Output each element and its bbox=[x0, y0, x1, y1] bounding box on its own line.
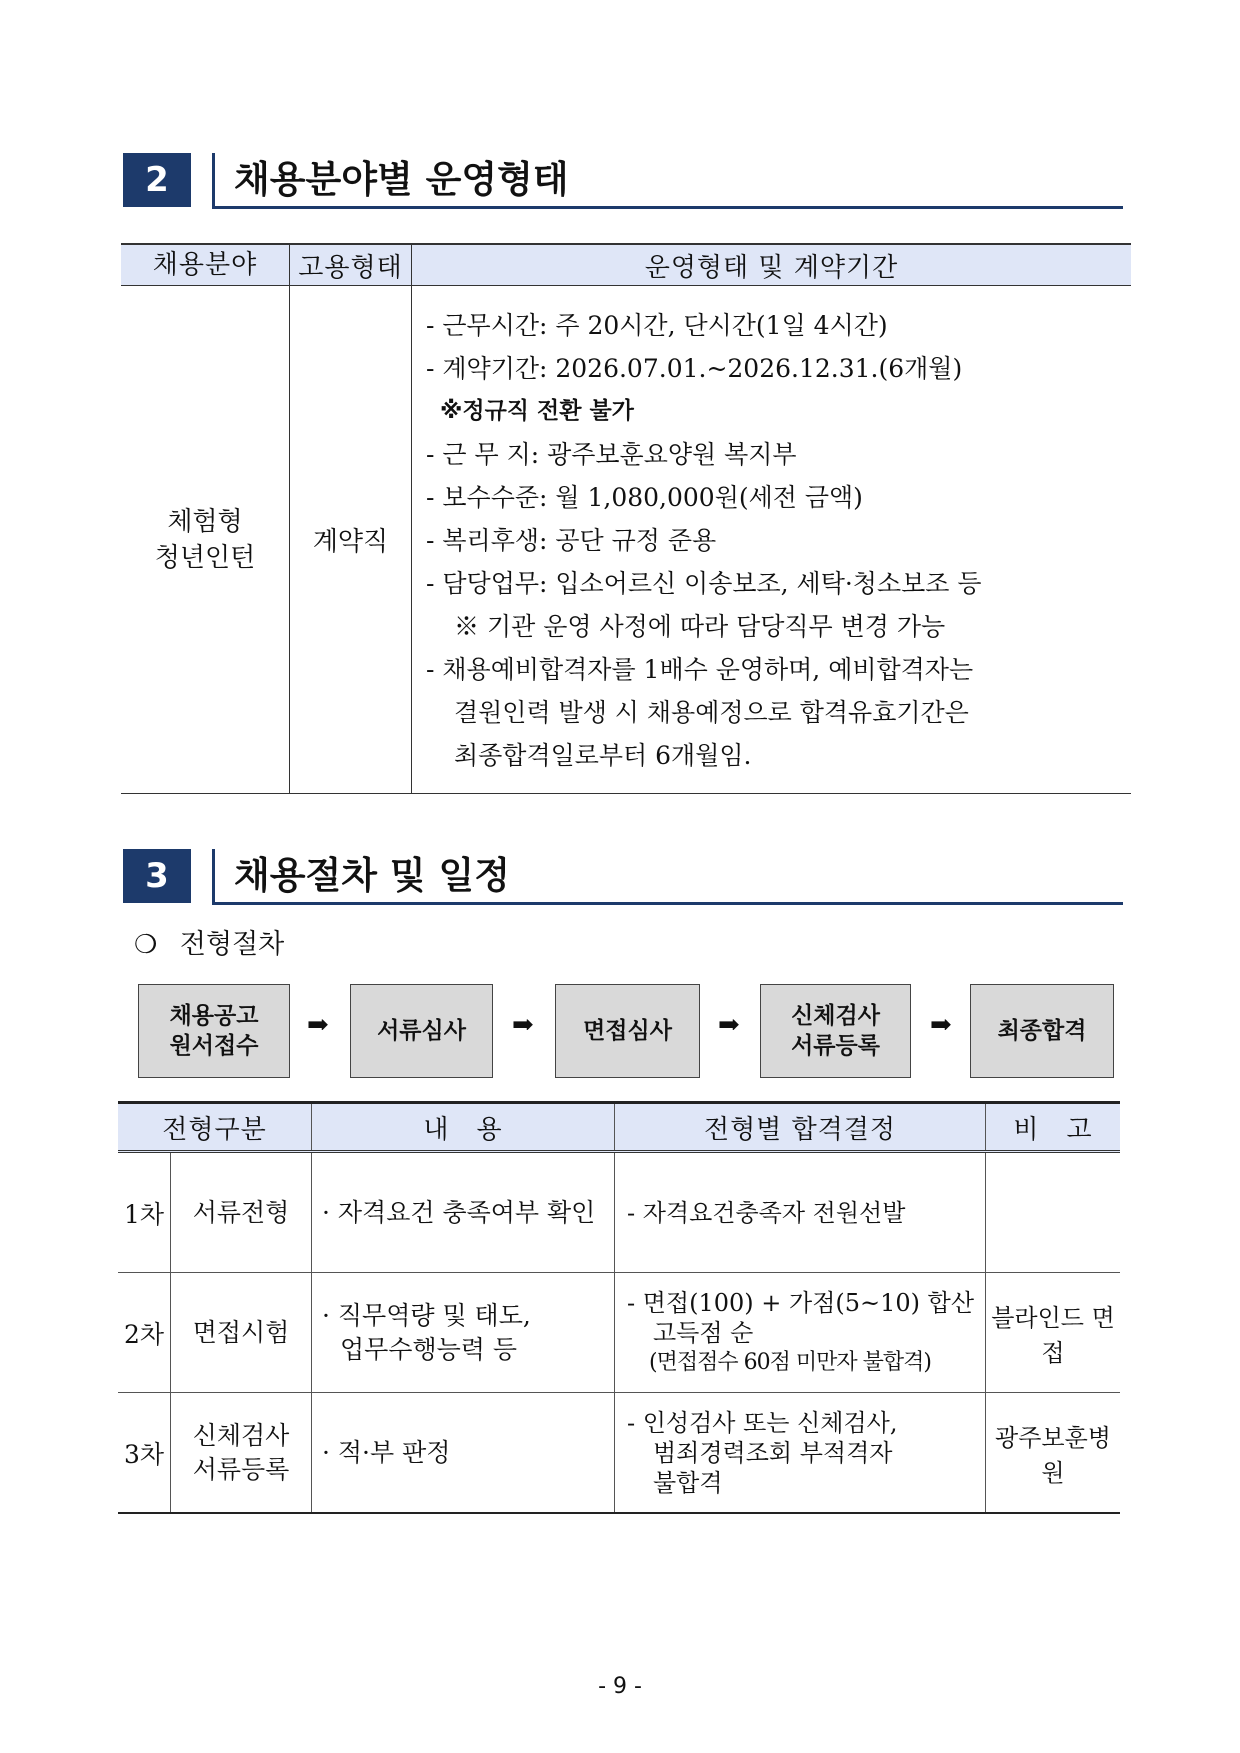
step-cell: 2차 bbox=[118, 1273, 171, 1393]
flow-step-label: 서류등록 bbox=[791, 1033, 880, 1059]
remark-cell: 블라인드 면접 bbox=[986, 1273, 1121, 1393]
remark-cell: 광주보훈병원 bbox=[986, 1393, 1121, 1514]
flow-step-label: 최종합격 bbox=[997, 1018, 1087, 1044]
flow-step-label: 서류심사 bbox=[377, 1018, 466, 1044]
decision-cell bbox=[615, 1152, 986, 1273]
field-line: 청년인턴 bbox=[154, 542, 256, 573]
detail-line: - 근 무 지: 광주보훈요양원 복지부 bbox=[426, 440, 797, 469]
right-arrow-icon: ➡ bbox=[718, 1010, 740, 1040]
stage-line: 면접시험 bbox=[192, 1317, 290, 1347]
section-title: 채용분야별 운영형태 bbox=[234, 158, 569, 201]
section-underline bbox=[212, 206, 1123, 209]
subheading-text: 전형절차 bbox=[179, 929, 285, 960]
details-cell bbox=[412, 286, 1132, 794]
detail-line: - 담당업무: 입소어르신 이송보조, 세탁·청소보조 등 bbox=[426, 569, 982, 598]
decision-line: 불합격 bbox=[653, 1468, 723, 1497]
table-row bbox=[118, 1393, 1120, 1514]
employment-type-table bbox=[121, 243, 1131, 794]
header-decision: 전형별 합격결정 bbox=[615, 1103, 986, 1152]
detail-line: - 근무시간: 주 20시간, 단시간(1일 4시간) bbox=[426, 311, 888, 340]
detail-line: - 복리후생: 공단 규정 준용 bbox=[426, 526, 717, 555]
stage-line: 신체검사 bbox=[192, 1420, 290, 1450]
section-number-badge: 3 bbox=[123, 849, 191, 903]
right-arrow-icon: ➡ bbox=[307, 1010, 329, 1040]
content-line: · 직무역량 및 태도, bbox=[322, 1300, 531, 1330]
table-row bbox=[118, 1152, 1120, 1273]
flow-step-document-review bbox=[350, 984, 493, 1078]
employment-type-cell: 계약직 bbox=[290, 286, 412, 794]
remark-cell bbox=[986, 1152, 1121, 1273]
detail-line: - 채용예비합격자를 1배수 운영하며, 예비합격자는 bbox=[426, 655, 974, 684]
header-operation-contract: 운영형태 및 계약기간 bbox=[412, 244, 1132, 286]
section-divider bbox=[212, 153, 215, 207]
detail-line: - 보수수준: 월 1,080,000원(세전 금액) bbox=[426, 483, 863, 512]
decision-line: (면접점수 60점 미만자 불합격) bbox=[649, 1349, 931, 1375]
decision-line: - 인성검사 또는 신체검사, bbox=[627, 1408, 898, 1437]
detail-note: ※정규직 전환 불가 bbox=[440, 398, 634, 424]
flow-step-label: 원서접수 bbox=[169, 1033, 259, 1059]
step-cell: 3차 bbox=[118, 1393, 171, 1514]
decision-cell bbox=[615, 1393, 986, 1514]
content-cell bbox=[312, 1152, 615, 1273]
right-arrow-icon: ➡ bbox=[512, 1010, 534, 1040]
page-number: - 9 - bbox=[598, 1674, 642, 1699]
table-row bbox=[118, 1273, 1120, 1393]
content-line: · 자격요건 충족여부 확인 bbox=[322, 1197, 596, 1227]
header-field: 채용분야 bbox=[121, 244, 290, 286]
decision-line: - 면접(100) + 가점(5~10) 합산 bbox=[627, 1288, 975, 1317]
right-arrow-icon: ➡ bbox=[930, 1010, 952, 1040]
section-title: 채용절차 및 일정 bbox=[234, 854, 510, 897]
header-content: 내 용 bbox=[312, 1103, 615, 1152]
flow-step-label: 면접심사 bbox=[583, 1018, 672, 1044]
stage-line: 서류전형 bbox=[192, 1197, 290, 1227]
subheading bbox=[134, 922, 284, 961]
content-line: 업무수행능력 등 bbox=[340, 1334, 517, 1364]
stage-cell bbox=[171, 1273, 312, 1393]
stage-cell bbox=[171, 1152, 312, 1273]
flow-step-label: 신체검사 bbox=[791, 1003, 880, 1029]
flow-step-interview bbox=[555, 984, 700, 1078]
content-line: · 적·부 판정 bbox=[322, 1437, 451, 1467]
stage-line: 서류등록 bbox=[192, 1454, 290, 1484]
field-cell bbox=[121, 286, 290, 794]
decision-line: - 자격요건충족자 전원선발 bbox=[627, 1198, 906, 1227]
header-stage: 전형구분 bbox=[118, 1103, 312, 1152]
flow-step-physical-exam bbox=[760, 984, 911, 1078]
section-underline bbox=[212, 902, 1123, 905]
header-employment-type: 고용형태 bbox=[290, 244, 412, 286]
flow-step-final bbox=[970, 984, 1114, 1078]
flow-step-announcement bbox=[138, 984, 290, 1078]
decision-cell bbox=[615, 1273, 986, 1393]
stage-cell bbox=[171, 1393, 312, 1514]
decision-line: 고득점 순 bbox=[653, 1318, 754, 1347]
detail-line: 최종합격일로부터 6개월임. bbox=[454, 741, 752, 770]
section-divider bbox=[212, 849, 215, 903]
detail-line: - 계약기간: 2026.07.01.~2026.12.31.(6개월) bbox=[426, 354, 963, 383]
content-cell bbox=[312, 1393, 615, 1514]
step-cell: 1차 bbox=[118, 1152, 171, 1273]
decision-line: 범죄경력조회 부적격자 bbox=[653, 1438, 893, 1467]
header-remark: 비 고 bbox=[986, 1103, 1121, 1152]
section-number-badge: 2 bbox=[123, 153, 191, 207]
content-cell bbox=[312, 1273, 615, 1393]
circle-bullet-icon: ❍ bbox=[134, 930, 158, 960]
detail-note: ※ 기관 운영 사정에 따라 담당직무 변경 가능 bbox=[454, 612, 946, 641]
selection-process-table bbox=[118, 1101, 1120, 1514]
flow-step-label: 채용공고 bbox=[169, 1003, 259, 1029]
detail-line: 결원인력 발생 시 채용예정으로 합격유효기간은 bbox=[454, 698, 969, 727]
field-line: 체험형 bbox=[167, 506, 243, 537]
